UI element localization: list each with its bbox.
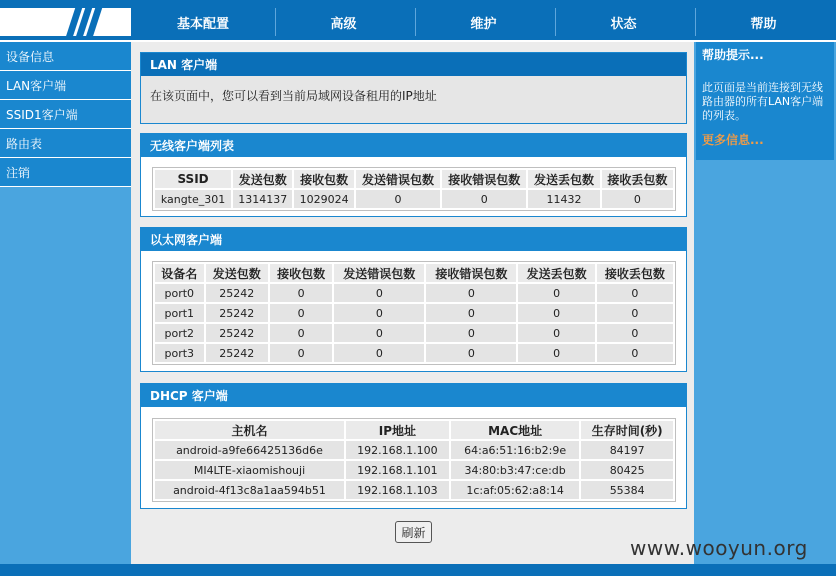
logo xyxy=(0,8,131,36)
table-cell: 64:a6:51:16:b2:9e xyxy=(451,441,580,459)
column-header: 发送包数 xyxy=(233,170,292,188)
dhcp-panel-title: DHCP 客户端 xyxy=(141,384,686,407)
table-cell: 1c:af:05:62:a8:14 xyxy=(451,481,580,499)
column-header: 接收丢包数 xyxy=(602,170,673,188)
column-header: 主机名 xyxy=(155,421,344,439)
table-cell: 0 xyxy=(602,190,673,208)
table-cell: 0 xyxy=(518,344,594,362)
table-cell: 84197 xyxy=(581,441,673,459)
table-header-row xyxy=(155,421,673,439)
help-box xyxy=(696,42,834,160)
table-row xyxy=(155,461,673,479)
table-cell: 0 xyxy=(518,304,594,322)
sidebar-item-device-info[interactable]: 设备信息 xyxy=(0,42,131,71)
column-header: 设备名 xyxy=(155,264,204,282)
table-cell: 0 xyxy=(334,324,424,342)
help-title: 帮助提示... xyxy=(702,48,764,62)
ethernet-table xyxy=(152,261,676,365)
table-row xyxy=(155,324,673,342)
table-row xyxy=(155,284,673,302)
more-info-link[interactable]: 更多信息... xyxy=(702,133,764,147)
table-cell: 0 xyxy=(334,304,424,322)
table-cell: 34:80:b3:47:ce:db xyxy=(451,461,580,479)
dhcp-panel xyxy=(140,383,687,509)
wireless-table xyxy=(152,167,676,211)
table-cell: 0 xyxy=(334,284,424,302)
sidebar-item-lan-clients[interactable]: LAN客户端 xyxy=(0,71,131,100)
table-cell: 192.168.1.101 xyxy=(346,461,449,479)
top-bar xyxy=(0,0,836,40)
column-header: 接收包数 xyxy=(270,264,332,282)
lan-panel xyxy=(140,52,687,124)
table-cell: 0 xyxy=(597,304,673,322)
nav-basic-config[interactable]: 基本配置 xyxy=(135,8,271,36)
table-row xyxy=(155,190,673,208)
column-header: 发送错误包数 xyxy=(356,170,440,188)
bottom-bar xyxy=(0,564,836,576)
table-row xyxy=(155,441,673,459)
table-cell: 1029024 xyxy=(294,190,353,208)
table-cell: 1314137 xyxy=(233,190,292,208)
column-header: IP地址 xyxy=(346,421,449,439)
main-nav xyxy=(135,8,835,36)
wireless-panel xyxy=(140,133,687,217)
table-cell: 0 xyxy=(597,284,673,302)
help-text: 此页面是当前连接到无线路由器的所有LAN客户端的列表。 xyxy=(702,81,824,122)
watermark: www.wooyun.org xyxy=(630,536,808,560)
table-cell: 0 xyxy=(270,324,332,342)
table-cell: port0 xyxy=(155,284,204,302)
column-header: 发送包数 xyxy=(206,264,268,282)
table-cell: 25242 xyxy=(206,304,268,322)
table-row xyxy=(155,481,673,499)
table-cell: 0 xyxy=(356,190,440,208)
table-cell: 0 xyxy=(597,344,673,362)
column-header: 接收错误包数 xyxy=(442,170,526,188)
column-header: 接收丢包数 xyxy=(597,264,673,282)
sidebar xyxy=(0,42,131,564)
dhcp-table xyxy=(152,418,676,502)
table-cell: 25242 xyxy=(206,324,268,342)
table-cell: port2 xyxy=(155,324,204,342)
lan-panel-title: LAN 客户端 xyxy=(141,53,686,76)
table-cell: kangte_301 xyxy=(155,190,231,208)
table-row xyxy=(155,344,673,362)
sidebar-item-logout[interactable]: 注销 xyxy=(0,158,131,187)
column-header: 发送丢包数 xyxy=(518,264,594,282)
table-header-row xyxy=(155,170,673,188)
nav-help[interactable]: 帮助 xyxy=(695,8,831,36)
table-cell: android-a9fe66425136d6e xyxy=(155,441,344,459)
ethernet-panel-title: 以太网客户端 xyxy=(141,228,686,251)
table-cell: 0 xyxy=(426,344,516,362)
table-cell: 0 xyxy=(518,324,594,342)
table-cell: 0 xyxy=(426,304,516,322)
table-cell: 0 xyxy=(426,324,516,342)
table-cell: MI4LTE-xiaomishouji xyxy=(155,461,344,479)
table-cell: 80425 xyxy=(581,461,673,479)
table-cell: port1 xyxy=(155,304,204,322)
sidebar-item-ssid1-clients[interactable]: SSID1客户端 xyxy=(0,100,131,129)
table-cell: 0 xyxy=(270,284,332,302)
nav-advanced[interactable]: 高级 xyxy=(275,8,411,36)
table-cell: 0 xyxy=(597,324,673,342)
lan-panel-description: 在该页面中，您可以看到当前局域网设备租用的IP地址 xyxy=(141,76,686,123)
table-cell: 0 xyxy=(442,190,526,208)
table-cell: 0 xyxy=(518,284,594,302)
table-cell: 192.168.1.103 xyxy=(346,481,449,499)
sidebar-item-routing-table[interactable]: 路由表 xyxy=(0,129,131,158)
nav-status[interactable]: 状态 xyxy=(555,8,691,36)
table-cell: 55384 xyxy=(581,481,673,499)
table-cell: 25242 xyxy=(206,284,268,302)
column-header: 发送错误包数 xyxy=(334,264,424,282)
table-cell: port3 xyxy=(155,344,204,362)
column-header: MAC地址 xyxy=(451,421,580,439)
table-cell: android-4f13c8a1aa594b51 xyxy=(155,481,344,499)
ethernet-panel xyxy=(140,227,687,372)
table-header-row xyxy=(155,264,673,282)
table-cell: 0 xyxy=(426,284,516,302)
column-header: 发送丢包数 xyxy=(528,170,599,188)
column-header: 接收错误包数 xyxy=(426,264,516,282)
table-row xyxy=(155,304,673,322)
table-cell: 11432 xyxy=(528,190,599,208)
table-cell: 25242 xyxy=(206,344,268,362)
wireless-panel-title: 无线客户端列表 xyxy=(141,134,686,157)
table-cell: 0 xyxy=(270,344,332,362)
help-pane xyxy=(694,42,836,564)
refresh-button[interactable]: 刷新 xyxy=(395,521,432,543)
column-header: 接收包数 xyxy=(294,170,353,188)
nav-maintenance[interactable]: 维护 xyxy=(415,8,551,36)
column-header: 生存时间(秒) xyxy=(581,421,673,439)
table-cell: 192.168.1.100 xyxy=(346,441,449,459)
table-cell: 0 xyxy=(270,304,332,322)
column-header: SSID xyxy=(155,170,231,188)
table-cell: 0 xyxy=(334,344,424,362)
